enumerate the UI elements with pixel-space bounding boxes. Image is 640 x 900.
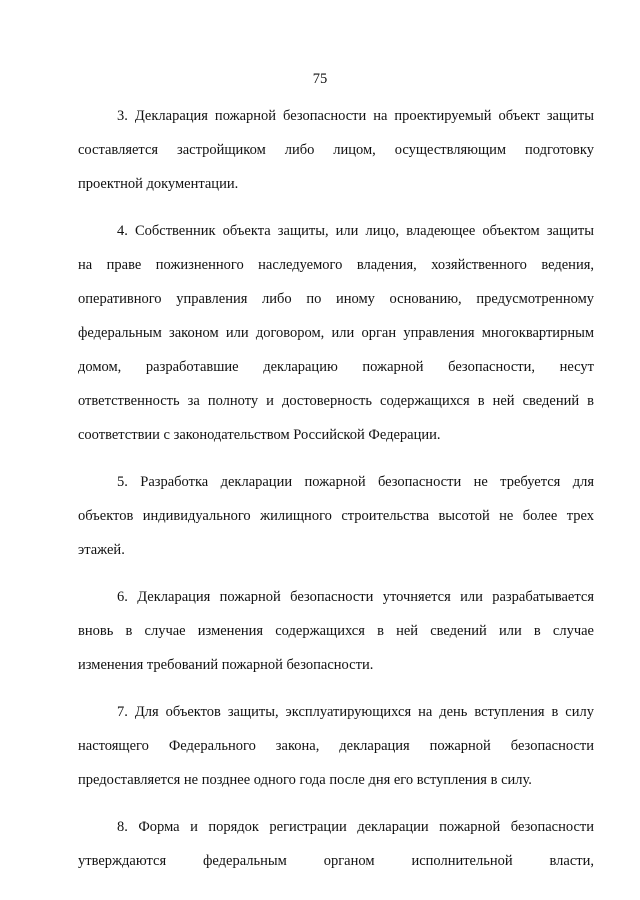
text-line: утверждаются федеральным органом исполнительной власти,: [78, 853, 594, 869]
paragraph-5: [78, 465, 594, 567]
paragraph-6: [78, 580, 594, 682]
document-body: [78, 99, 594, 891]
text-line: объектов индивидуального жилищного строительства высотой не более трех: [78, 508, 594, 524]
text-line: настоящего Федерального закона, декларация пожарной безопасности: [78, 738, 594, 754]
text-line: предоставляется не позднее одного года после дня его вступления в силу.: [78, 772, 532, 788]
text-line: федеральным законом или договором, или орган управления многоквартирным: [78, 325, 594, 341]
text-line: составляется застройщиком либо лицом, осуществляющим подготовку: [78, 142, 594, 158]
paragraph-7: [78, 695, 594, 797]
page-number: 75: [312, 71, 328, 87]
text-line: ответственность за полноту и достоверность содержащихся в ней сведений в: [78, 393, 594, 409]
text-line: 6. Декларация пожарной безопасности уточняется или разрабатывается: [117, 589, 594, 605]
text-line: на праве пожизненного наследуемого владения, хозяйственного ведения,: [78, 257, 594, 273]
text-line: 8. Форма и порядок регистрации декларации пожарной безопасности: [117, 819, 594, 835]
text-line: 7. Для объектов защиты, эксплуатирующихся на день вступления в силу: [117, 704, 594, 720]
paragraph-8: [78, 810, 594, 878]
text-line: 4. Собственник объекта защиты, или лицо, владеющее объектом защиты: [117, 223, 594, 239]
text-line: этажей.: [78, 542, 125, 558]
text-line: 3. Декларация пожарной безопасности на проектируемый объект защиты: [117, 108, 594, 124]
text-line: 5. Разработка декларации пожарной безопасности не требуется для: [117, 474, 594, 490]
paragraph-4: [78, 214, 594, 452]
text-line: домом, разработавшие декларацию пожарной безопасности, несут: [78, 359, 594, 375]
text-line: вновь в случае изменения содержащихся в ней сведений или в случае: [78, 623, 594, 639]
text-line: оперативного управления либо по иному основанию, предусмотренному: [78, 291, 594, 307]
text-line: соответствии с законодательством Российской Федерации.: [78, 427, 441, 443]
text-line: изменения требований пожарной безопасности.: [78, 657, 374, 673]
paragraph-3: [78, 99, 594, 201]
text-line: проектной документации.: [78, 176, 239, 192]
